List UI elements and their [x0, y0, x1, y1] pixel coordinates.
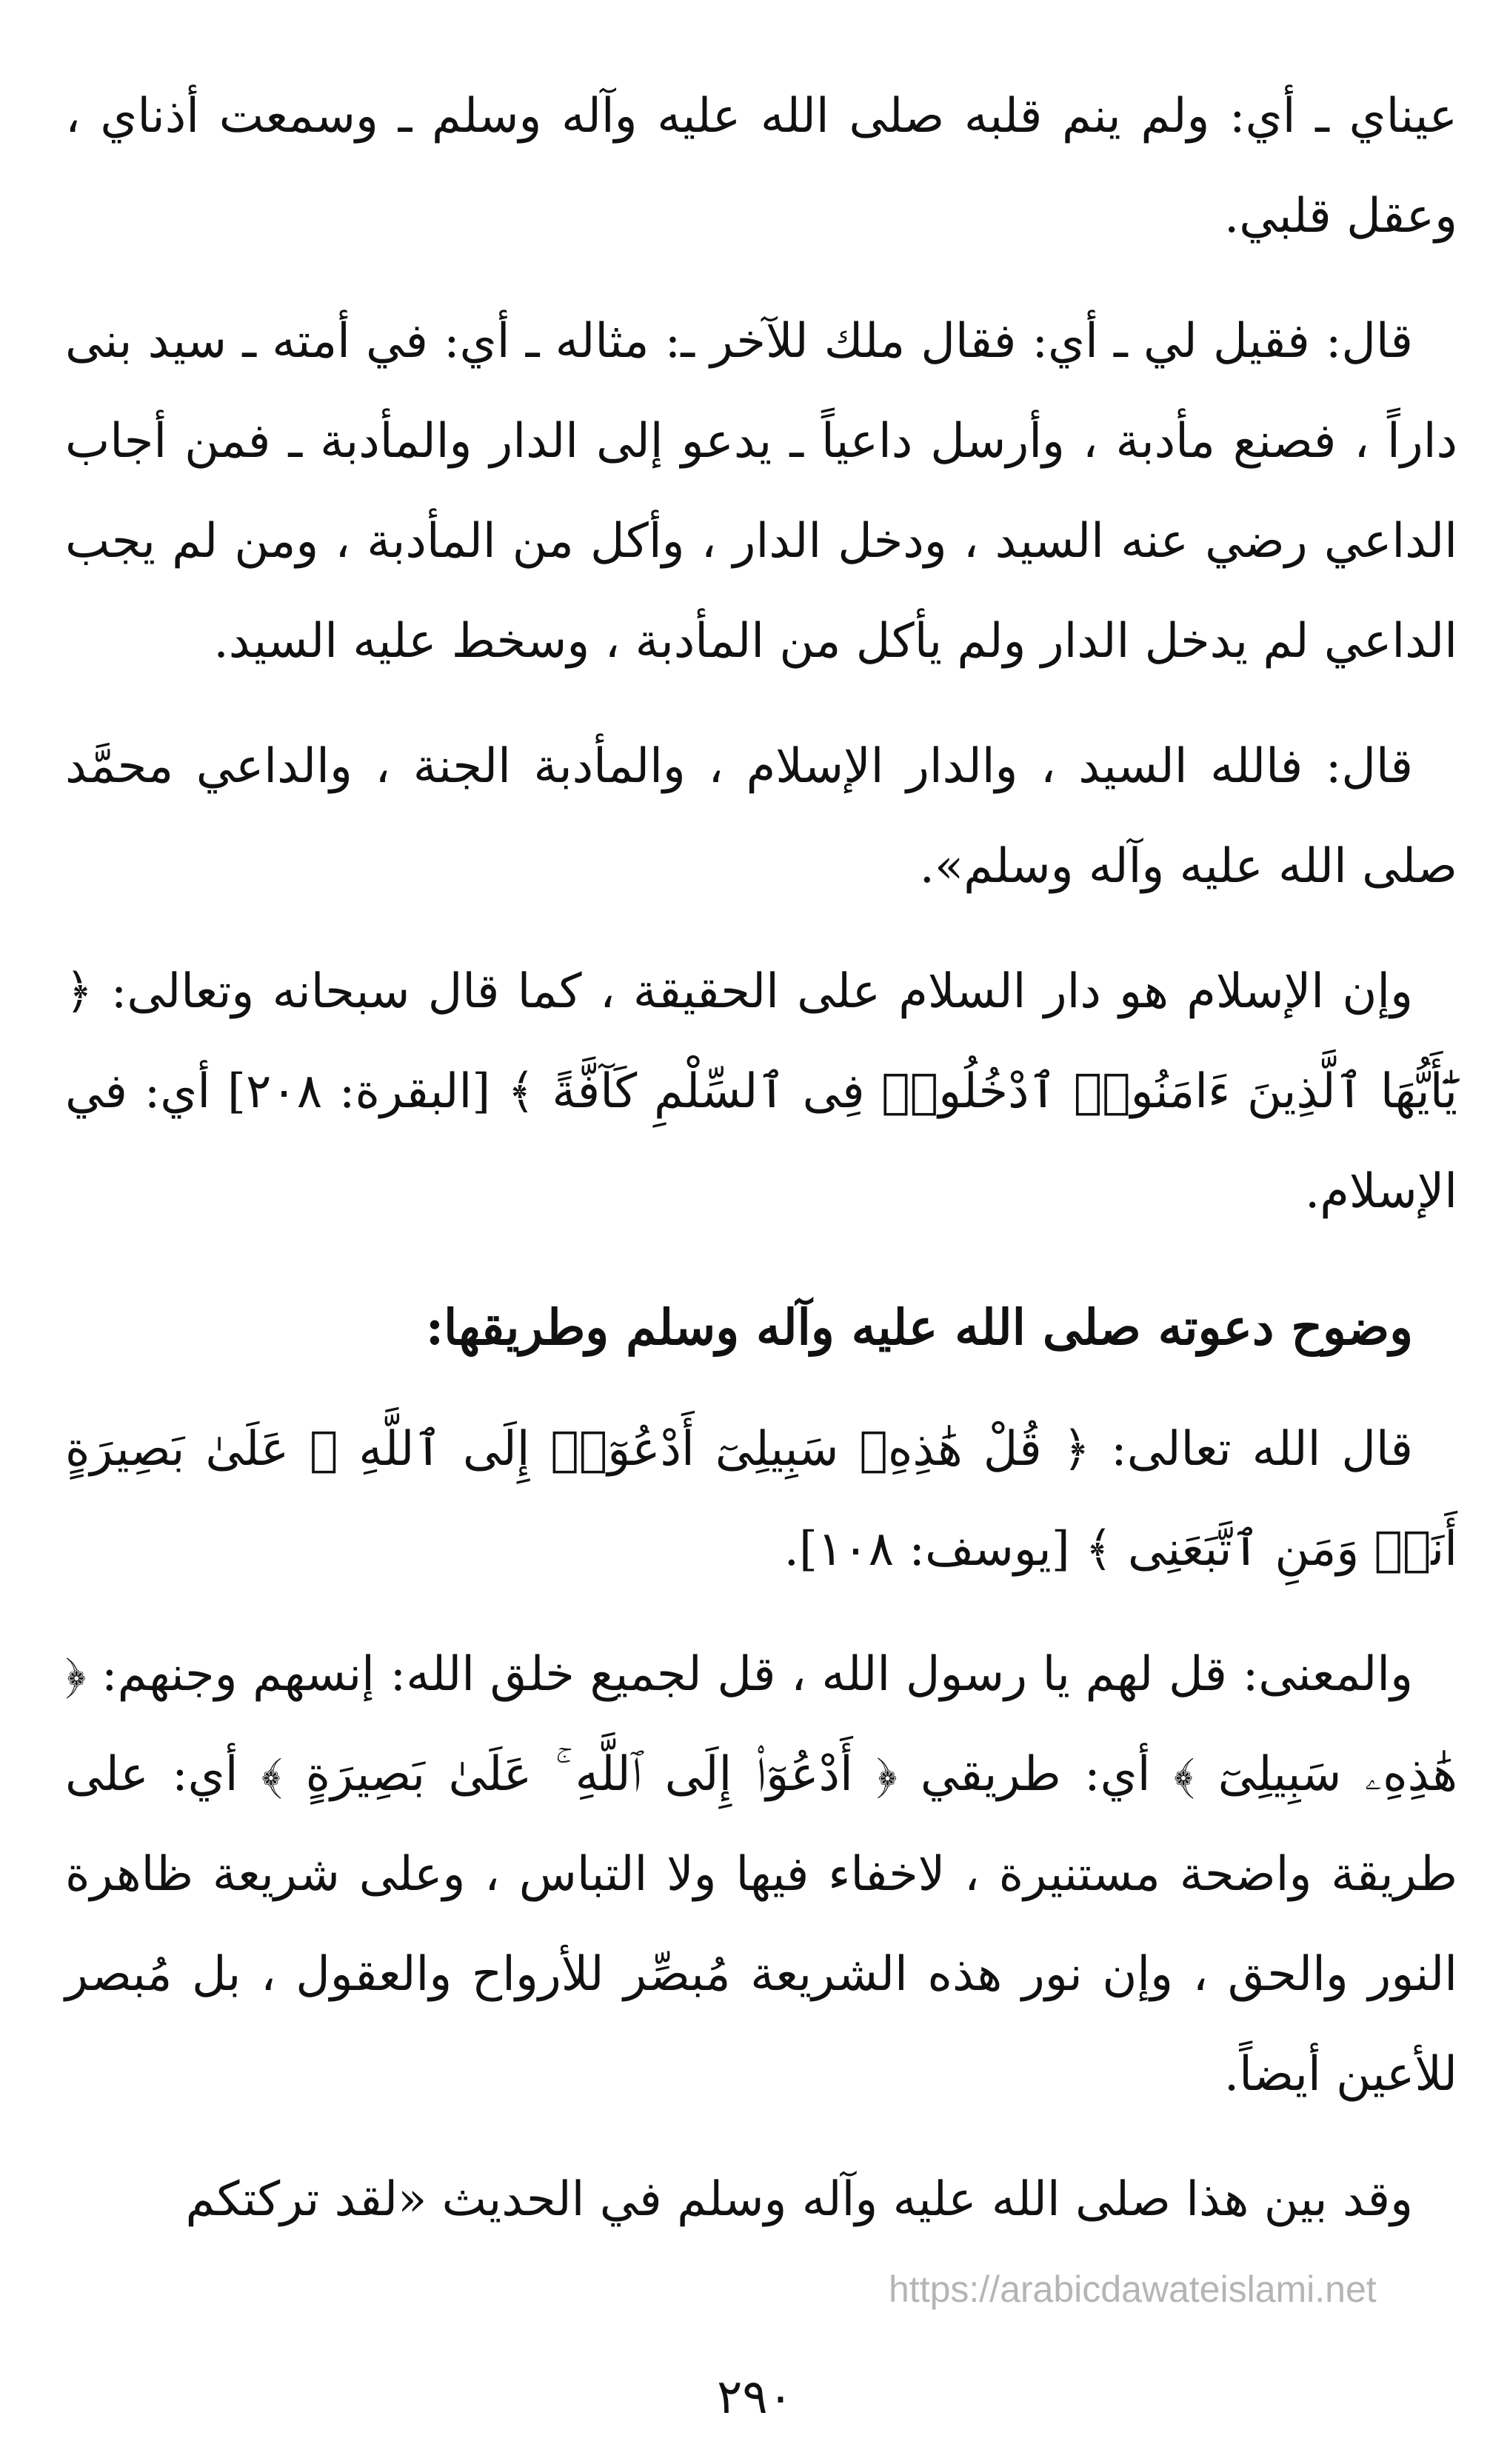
paragraph-7: وقد بين هذا صلى الله عليه وآله وسلم في الحديث «لقد تركتكم: [185, 2172, 1413, 2227]
page-number: ٢٩٠: [716, 2370, 794, 2425]
paragraph-4: وإن الإسلام هو دار السلام على الحقيقة ، كما قال سبحانه وتعالى: ﴿ يَٰٓأَيُّهَا ٱلَّذِينَ ءَامَنُوا۟ ٱدْخُلُوا۟ فِى ٱلسِّلْمِ كَآفَّةً ﴾ [البقرة: ٢٠٨] أي: في الإسلام.: [65, 964, 1458, 1219]
paragraph-3: قال: فالله السيد ، والدار الإسلام ، والمأدبة الجنة ، والداعي محمَّد صلى الله عليه وآله وسلم».: [65, 739, 1457, 894]
paragraph-2: قال: فقيل لي ـ أي: فقال ملك للآخر ـ: مثاله ـ أي: في أمته ـ سيد بنى داراً ، فصنع مأدبة ، وأرسل داعياً ـ يدعو إلى الدار والمأدبة ـ فمن أجاب الداعي رضي عنه السيد ، ودخل الدار ، وأكل من المأدبة ، ومن لم يجب الداعي لم يدخل الدار ولم يأكل من المأدبة ، وسخط عليه السيد.: [65, 314, 1458, 669]
paragraph-1: عيناي ـ أي: ولم ينم قلبه صلى الله عليه وآله وسلم ـ وسمعت أذناي ، وعقل قلبي.: [65, 89, 1457, 244]
paragraph-5: قال الله تعالى: ﴿ قُلْ هَٰذِهِۦ سَبِيلِىٓ أَدْعُوٓا۟ إِلَى ٱللَّهِ ۚ عَلَىٰ بَصِيرَةٍ أَنَا۠ وَمَنِ ٱتَّبَعَنِى ﴾ [يوسف: ١٠٨].: [65, 1422, 1457, 1577]
watermark-url: https://arabicdawateislami.net: [889, 2268, 1377, 2310]
section-heading: وضوح دعوته صلى الله عليه وآله وسلم وطريقها:: [425, 1298, 1413, 1356]
paragraph-6: والمعنى: قل لهم يا رسول الله ، قل لجميع خلق الله: إنسهم وجنهم: ﴿ هَٰذِهِۦ سَبِيلِىٓ ﴾ أي: طريقي ﴿ أَدْعُوٓا۟ إِلَى ٱللَّهِ ۚ عَلَىٰ بَصِيرَةٍ ﴾ أي: على طريقة واضحة مستنيرة ، لاخفاء فيها ولا التباس ، وعلى شريعة ظاهرة النور والحق ، وإن نور هذه الشريعة مُبصِّر للأرواح والعقول ، بل مُبصر للأعين أيضاً.: [65, 1647, 1457, 2102]
page-body: [65, 67, 1457, 2275]
